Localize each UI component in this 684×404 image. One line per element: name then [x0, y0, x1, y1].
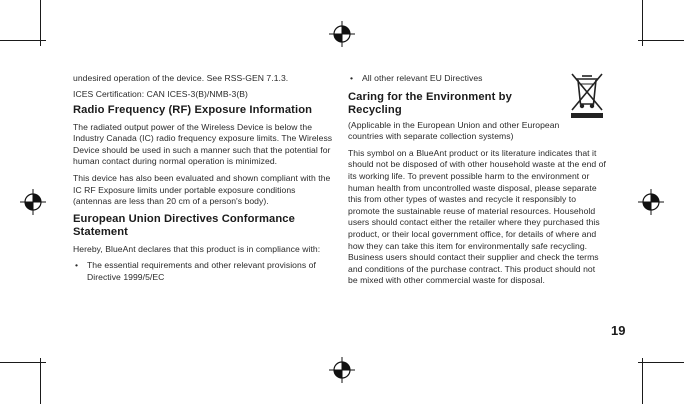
registration-crosshair-icon — [329, 357, 355, 383]
list-item: • The essential requirements and other relevant provisions of Directive 1999/5/EC — [73, 260, 335, 283]
crop-mark — [642, 358, 643, 404]
bullet-list — [73, 260, 335, 283]
list-item: • All other relevant EU Directives — [348, 73, 606, 85]
crop-mark — [0, 40, 46, 41]
crop-mark — [40, 358, 41, 404]
body-text: (Applicable in the European Union and other European countries with separate collection systems) — [348, 119, 560, 142]
registration-crosshair-icon — [329, 21, 355, 47]
registration-crosshair-icon — [20, 189, 46, 215]
section-heading: European Union Directives Conformance Statement — [73, 212, 295, 239]
body-text: The radiated output power of the Wireless Device is below the Industry Canada (IC) radio frequency exposure limits. The Wireless Device should be used in such a manner such that the potential for human contact during normal operation is minimized. — [73, 121, 333, 167]
crop-mark — [638, 40, 684, 41]
body-text: This device has also been evaluated and shown compliant with the IC RF Exposure limits under portable exposure conditions (antennas are less than 20 cm of a person's body). — [73, 173, 331, 207]
section-heading: Caring for the Environment by Recycling — [348, 90, 512, 117]
body-text: ICES Certification: CAN ICES-3(B)/NMB-3(B) — [73, 88, 248, 99]
crop-mark — [0, 362, 46, 363]
registration-crosshair-icon — [638, 189, 664, 215]
crossed-out-wheelie-bin-icon — [568, 70, 606, 120]
left-column — [73, 73, 335, 284]
page-number: 19 — [611, 323, 626, 338]
body-text: undesired operation of the device. See RSS-GEN 7.1.3. — [73, 73, 289, 83]
crop-mark — [638, 362, 684, 363]
body-text: This symbol on a BlueAnt product or its literature indicates that it should not be disposed of with other household waste at the end of its working life. To prevent possible harm to the environment or human health from uncontrolled waste disposal, please separate this from other types of wastes and recycle it responsibly to promote the sustainable reuse of material resources. Household users should contact either the retailer where they purchased this product, or their local government office, for details of where and how they can take this item for environmentally safe recycling. Business users should contact their supplier and check the terms and conditions of the purchase contract. This product should not be mixed with other commercial waste for disposal. — [348, 147, 606, 286]
section-heading: Radio Frequency (RF) Exposure Information — [73, 104, 313, 117]
body-text: Hereby, BlueAnt declares that this product is in compliance with: — [73, 243, 321, 254]
